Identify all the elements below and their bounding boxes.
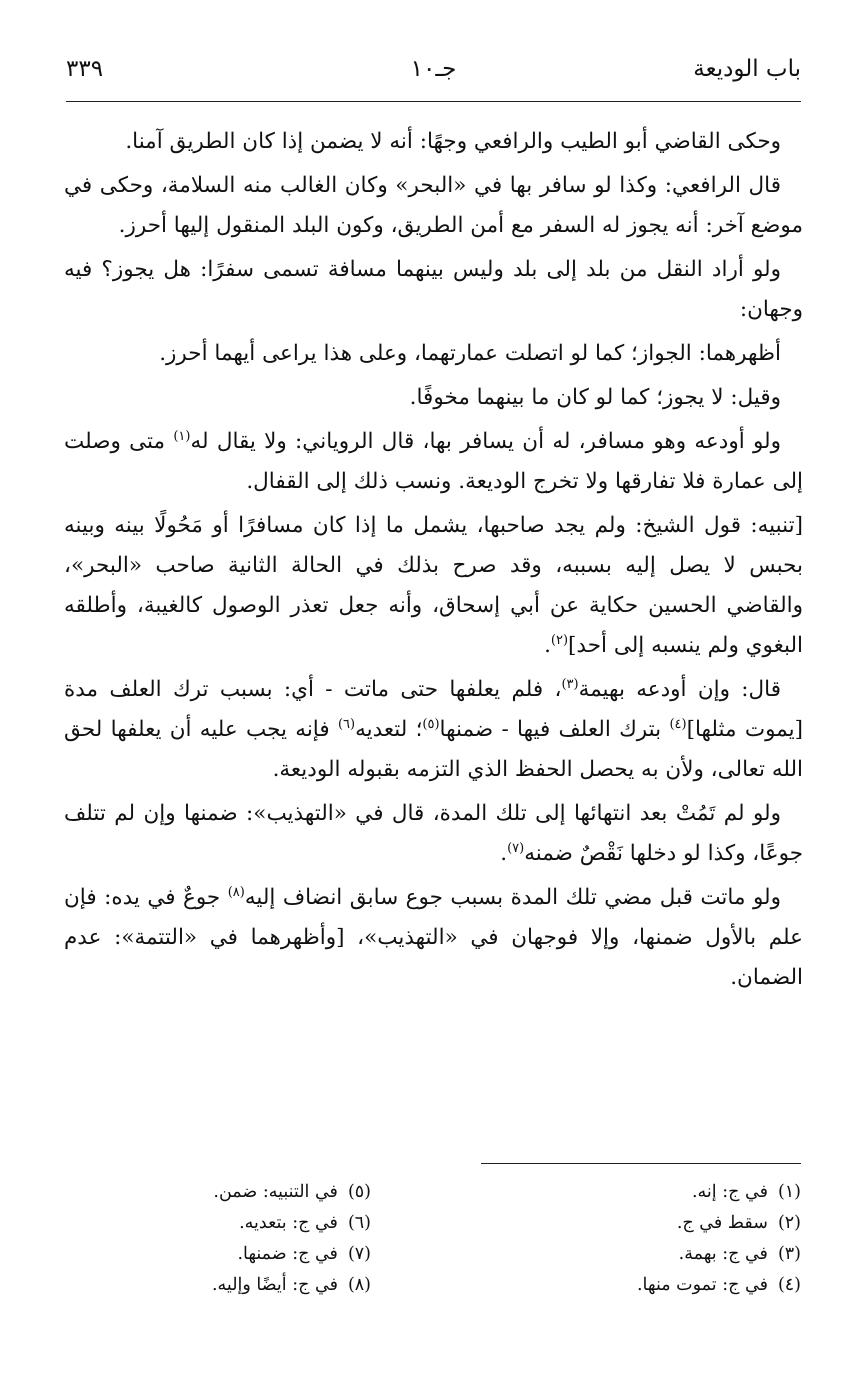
footnote-ref: (٨)	[227, 884, 245, 900]
paragraph-text: [تنبيه: قول الشيخ: ولم يجد صاحبها، يشمل ما إذا كان مسافرًا أو مَحُولًا بينه وبينه بحبس لا يصل إليه بسببه، وقد صرح بذلك في الحالة الثانية صاحب «البحر»، والقاضي الحسين حكاية عن أبي إسحاق، وأنه جعل تعذر الوصول كالغيبة، وأطلقه البغوي ولم ينسبه إلى أحد]	[64, 513, 803, 658]
footnote-number: (٨)	[347, 1275, 371, 1295]
footnote-text: في ج: بتعديه.	[239, 1213, 338, 1233]
paragraph-text: متى وصلت إلى عمارة فلا تفارقها ولا تخرج الوديعة. ونسب ذلك إلى القفال.	[64, 429, 803, 494]
footnote	[501, 1177, 801, 1208]
footnote-number: (٦)	[347, 1213, 371, 1233]
paragraph: أظهرهما: الجواز؛ كما لو اتصلت عمارتهما، وعلى هذا يراعى أيهما أحرز.	[159, 341, 781, 366]
paragraph-text: .	[544, 633, 551, 658]
paragraph-text: ولو أودعه وهو مسافر، له أن يسافر بها، قال الروياني: ولا يقال له	[190, 429, 781, 454]
paragraph-text: فإنه يجب عليه أن يعلفها لحق الله تعالى، ولأن به يحصل الحفظ الذي التزمه بقبوله الوديعة.	[64, 717, 803, 782]
footnote	[501, 1270, 801, 1301]
footnote-text: سقط في ج.	[676, 1213, 768, 1233]
footnote-ref: (٧)	[507, 840, 525, 856]
paragraph-text: ، فلم يعلفها حتى ماتت - أي: بسبب ترك العلف مدة [يموت مثلها]	[64, 677, 803, 742]
footnote-number: (٣)	[777, 1244, 801, 1264]
paragraph: وقيل: لا يجوز؛ كما لو كان ما بينهما مخوفًا.	[409, 385, 781, 410]
paragraph: وحكى القاضي أبو الطيب والرافعي وجهًا: أنه لا يضمن إذا كان الطريق آمنا.	[125, 129, 781, 154]
footnote	[501, 1208, 801, 1239]
footnote-number: (١)	[777, 1182, 801, 1202]
paragraph-text: .	[500, 841, 508, 866]
footnote-text: في ج: تموت منها.	[636, 1275, 768, 1295]
footnote	[71, 1208, 371, 1239]
footnote-number: (٥)	[347, 1182, 371, 1202]
paragraph-text: ؛ لتعديه	[355, 717, 423, 742]
footnote-column-right	[501, 1177, 801, 1301]
paragraph-text: قال: وإن أودعه بهيمة	[578, 677, 782, 702]
footnote-ref: (٦)	[337, 716, 356, 732]
paragraph	[64, 670, 803, 790]
footnote-text: في ج: بهمة.	[678, 1244, 768, 1264]
paragraph: قال الرافعي: وكذا لو سافر بها في «البحر» وكان الغالب منه السلامة، وحكى في موضع آخر: أنه يجوز له السفر مع أمن الطريق، وكون البلد المنقول إليها أحرز.	[64, 173, 803, 238]
running-header	[66, 56, 801, 96]
footnote-text: في ج: أيضًا وإليه.	[211, 1275, 338, 1295]
paragraph-text: بترك العلف فيها - ضمنها	[439, 717, 670, 742]
paragraph-text: ولو ماتت قبل مضي تلك المدة بسبب جوع سابق انضاف إليه	[244, 885, 781, 910]
paragraph: ولو أراد النقل من بلد إلى بلد وليس بينهما مسافة تسمى سفرًا: هل يجوز؟ فيه وجهان:	[64, 257, 803, 322]
footnote-text: في التنبيه: ضمن.	[213, 1182, 338, 1202]
main-text	[64, 122, 803, 1002]
footnote-text: في ج: إنه.	[691, 1182, 768, 1202]
paragraph-text: ولو لم تَمُتْ بعد انتهائها إلى تلك المدة، قال في «التهذيب»: ضمنها وإن لم تتلف جوعًا، وكذا لو دخلها نَقْصٌ ضمنه	[64, 801, 803, 866]
paragraph	[64, 878, 803, 998]
footnote	[71, 1270, 371, 1301]
footnote-text: في ج: ضمنها.	[237, 1244, 338, 1264]
footnotes	[66, 1177, 801, 1317]
footnote-number: (٧)	[347, 1244, 371, 1264]
footnote	[501, 1239, 801, 1270]
footnote-number: (٤)	[777, 1275, 801, 1295]
footnote-column-left	[71, 1177, 371, 1301]
chapter-title: باب الوديعة	[693, 56, 801, 82]
paragraph-notice	[64, 506, 803, 666]
footnote	[71, 1239, 371, 1270]
paragraph	[64, 794, 803, 874]
footnote-rule	[481, 1163, 801, 1164]
footnote-ref: (٢)	[550, 632, 569, 648]
paragraph	[64, 422, 803, 502]
footnote-number: (٢)	[777, 1213, 801, 1233]
footnote-ref: (٥)	[422, 716, 440, 732]
volume-label: جـ١٠	[410, 56, 457, 82]
footnote-ref: (١)	[173, 428, 191, 444]
footnote-ref: (٤)	[669, 716, 687, 732]
header-rule	[66, 101, 801, 102]
footnote-ref: (٣)	[561, 676, 579, 692]
paragraph-text: جوعٌ في يده: فإن علم بالأول ضمنها، وإلا فوجهان في «التهذيب»، [وأظهرهما في «التتمة»: عدم الضمان.	[64, 885, 803, 990]
page-number: ٣٣٩	[66, 56, 104, 82]
footnote	[71, 1177, 371, 1208]
